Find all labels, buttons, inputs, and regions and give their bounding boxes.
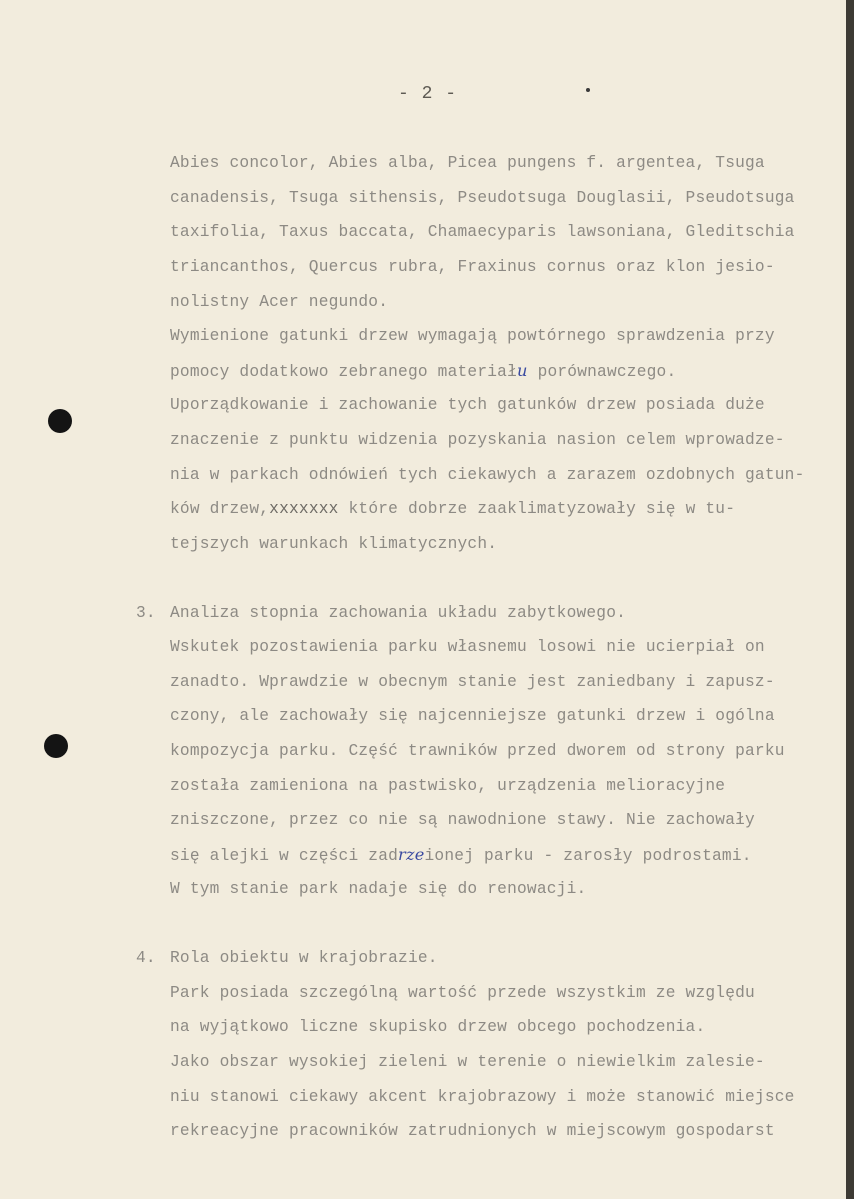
text-line: Wymienione gatunki drzew wymagają powtórnego sprawdzenia przy bbox=[170, 327, 775, 345]
handwritten-correction: u bbox=[517, 361, 528, 380]
text-fragment: porównawczego. bbox=[537, 363, 677, 381]
text-fragment: ków drzew, bbox=[170, 500, 270, 518]
text-line: canadensis, Tsuga sithensis, Pseudotsuga Douglasii, Pseudotsuga bbox=[170, 189, 795, 207]
text-line: czony, ale zachowały się najcenniejsze gatunki drzew i ogólna bbox=[170, 707, 775, 725]
text-line: kompozycja parku. Część trawników przed dworem od strony parku bbox=[170, 742, 785, 760]
scan-edge bbox=[846, 0, 854, 1199]
text-line: nolistny Acer negundo. bbox=[170, 293, 389, 311]
text-line: zanadto. Wprawdzie w obecnym stanie jest zaniedbany i zapusz- bbox=[170, 673, 775, 691]
text-line: Jako obszar wysokiej zieleni w terenie o niewielkim zalesie- bbox=[170, 1053, 765, 1071]
text-line: na wyjątkowo liczne skupisko drzew obcego pochodzenia. bbox=[170, 1018, 706, 1036]
page-number: - 2 - bbox=[398, 84, 458, 104]
text-line: tejszych warunkach klimatycznych. bbox=[170, 535, 498, 553]
section-3-number: 3. bbox=[136, 604, 156, 622]
struck-out-text: xxxxxxx bbox=[269, 500, 339, 518]
text-line bbox=[170, 361, 676, 382]
handwritten-insert: rze bbox=[398, 845, 425, 864]
text-fragment: pomocy dodatkowo zebranego materiał bbox=[170, 363, 517, 381]
text-fragment: które dobrze zaaklimatyzowały się w tu- bbox=[348, 500, 736, 518]
section-3-heading: Analiza stopnia zachowania układu zabytkowego. bbox=[170, 604, 627, 622]
text-line: niu stanowi ciekawy akcent krajobrazowy i może stanowić miejsce bbox=[170, 1088, 795, 1106]
text-line: została zamieniona na pastwisko, urządzenia melioracyjne bbox=[170, 777, 726, 795]
text-line: W tym stanie park nadaje się do renowacji. bbox=[170, 880, 587, 898]
text-line: nia w parkach odnówień tych ciekawych a zarazem ozdobnych gatun- bbox=[170, 466, 805, 484]
text-line bbox=[170, 499, 735, 519]
text-line: Uporządkowanie i zachowanie tych gatunków drzew posiada duże bbox=[170, 396, 765, 414]
text-line bbox=[170, 845, 752, 866]
text-line: zniszczone, przez co nie są nawodnione stawy. Nie zachowały bbox=[170, 811, 755, 829]
text-line: Abies concolor, Abies alba, Picea pungens f. argentea, Tsuga bbox=[170, 154, 765, 172]
text-fragment: ionej parku - zarosły podrostami. bbox=[424, 847, 752, 865]
section-4-heading: Rola obiektu w krajobrazie. bbox=[170, 949, 438, 967]
text-line: Park posiada szczególną wartość przede wszystkim ze względu bbox=[170, 984, 755, 1002]
text-line: triancanthos, Quercus rubra, Fraxinus cornus oraz klon jesio- bbox=[170, 258, 775, 276]
punch-hole-bottom bbox=[44, 734, 68, 758]
section-4-number: 4. bbox=[136, 949, 156, 967]
text-line: Wskutek pozostawienia parku własnemu losowi nie ucierpiał on bbox=[170, 638, 765, 656]
punch-hole-top bbox=[48, 409, 72, 433]
text-fragment: się alejki w części zad bbox=[170, 847, 399, 865]
ink-dot bbox=[586, 88, 590, 92]
text-line: taxifolia, Taxus baccata, Chamaecyparis lawsoniana, Gleditschia bbox=[170, 223, 795, 241]
text-line: rekreacyjne pracowników zatrudnionych w miejscowym gospodarst bbox=[170, 1122, 775, 1140]
text-line: znaczenie z punktu widzenia pozyskania nasion celem wprowadze- bbox=[170, 431, 785, 449]
